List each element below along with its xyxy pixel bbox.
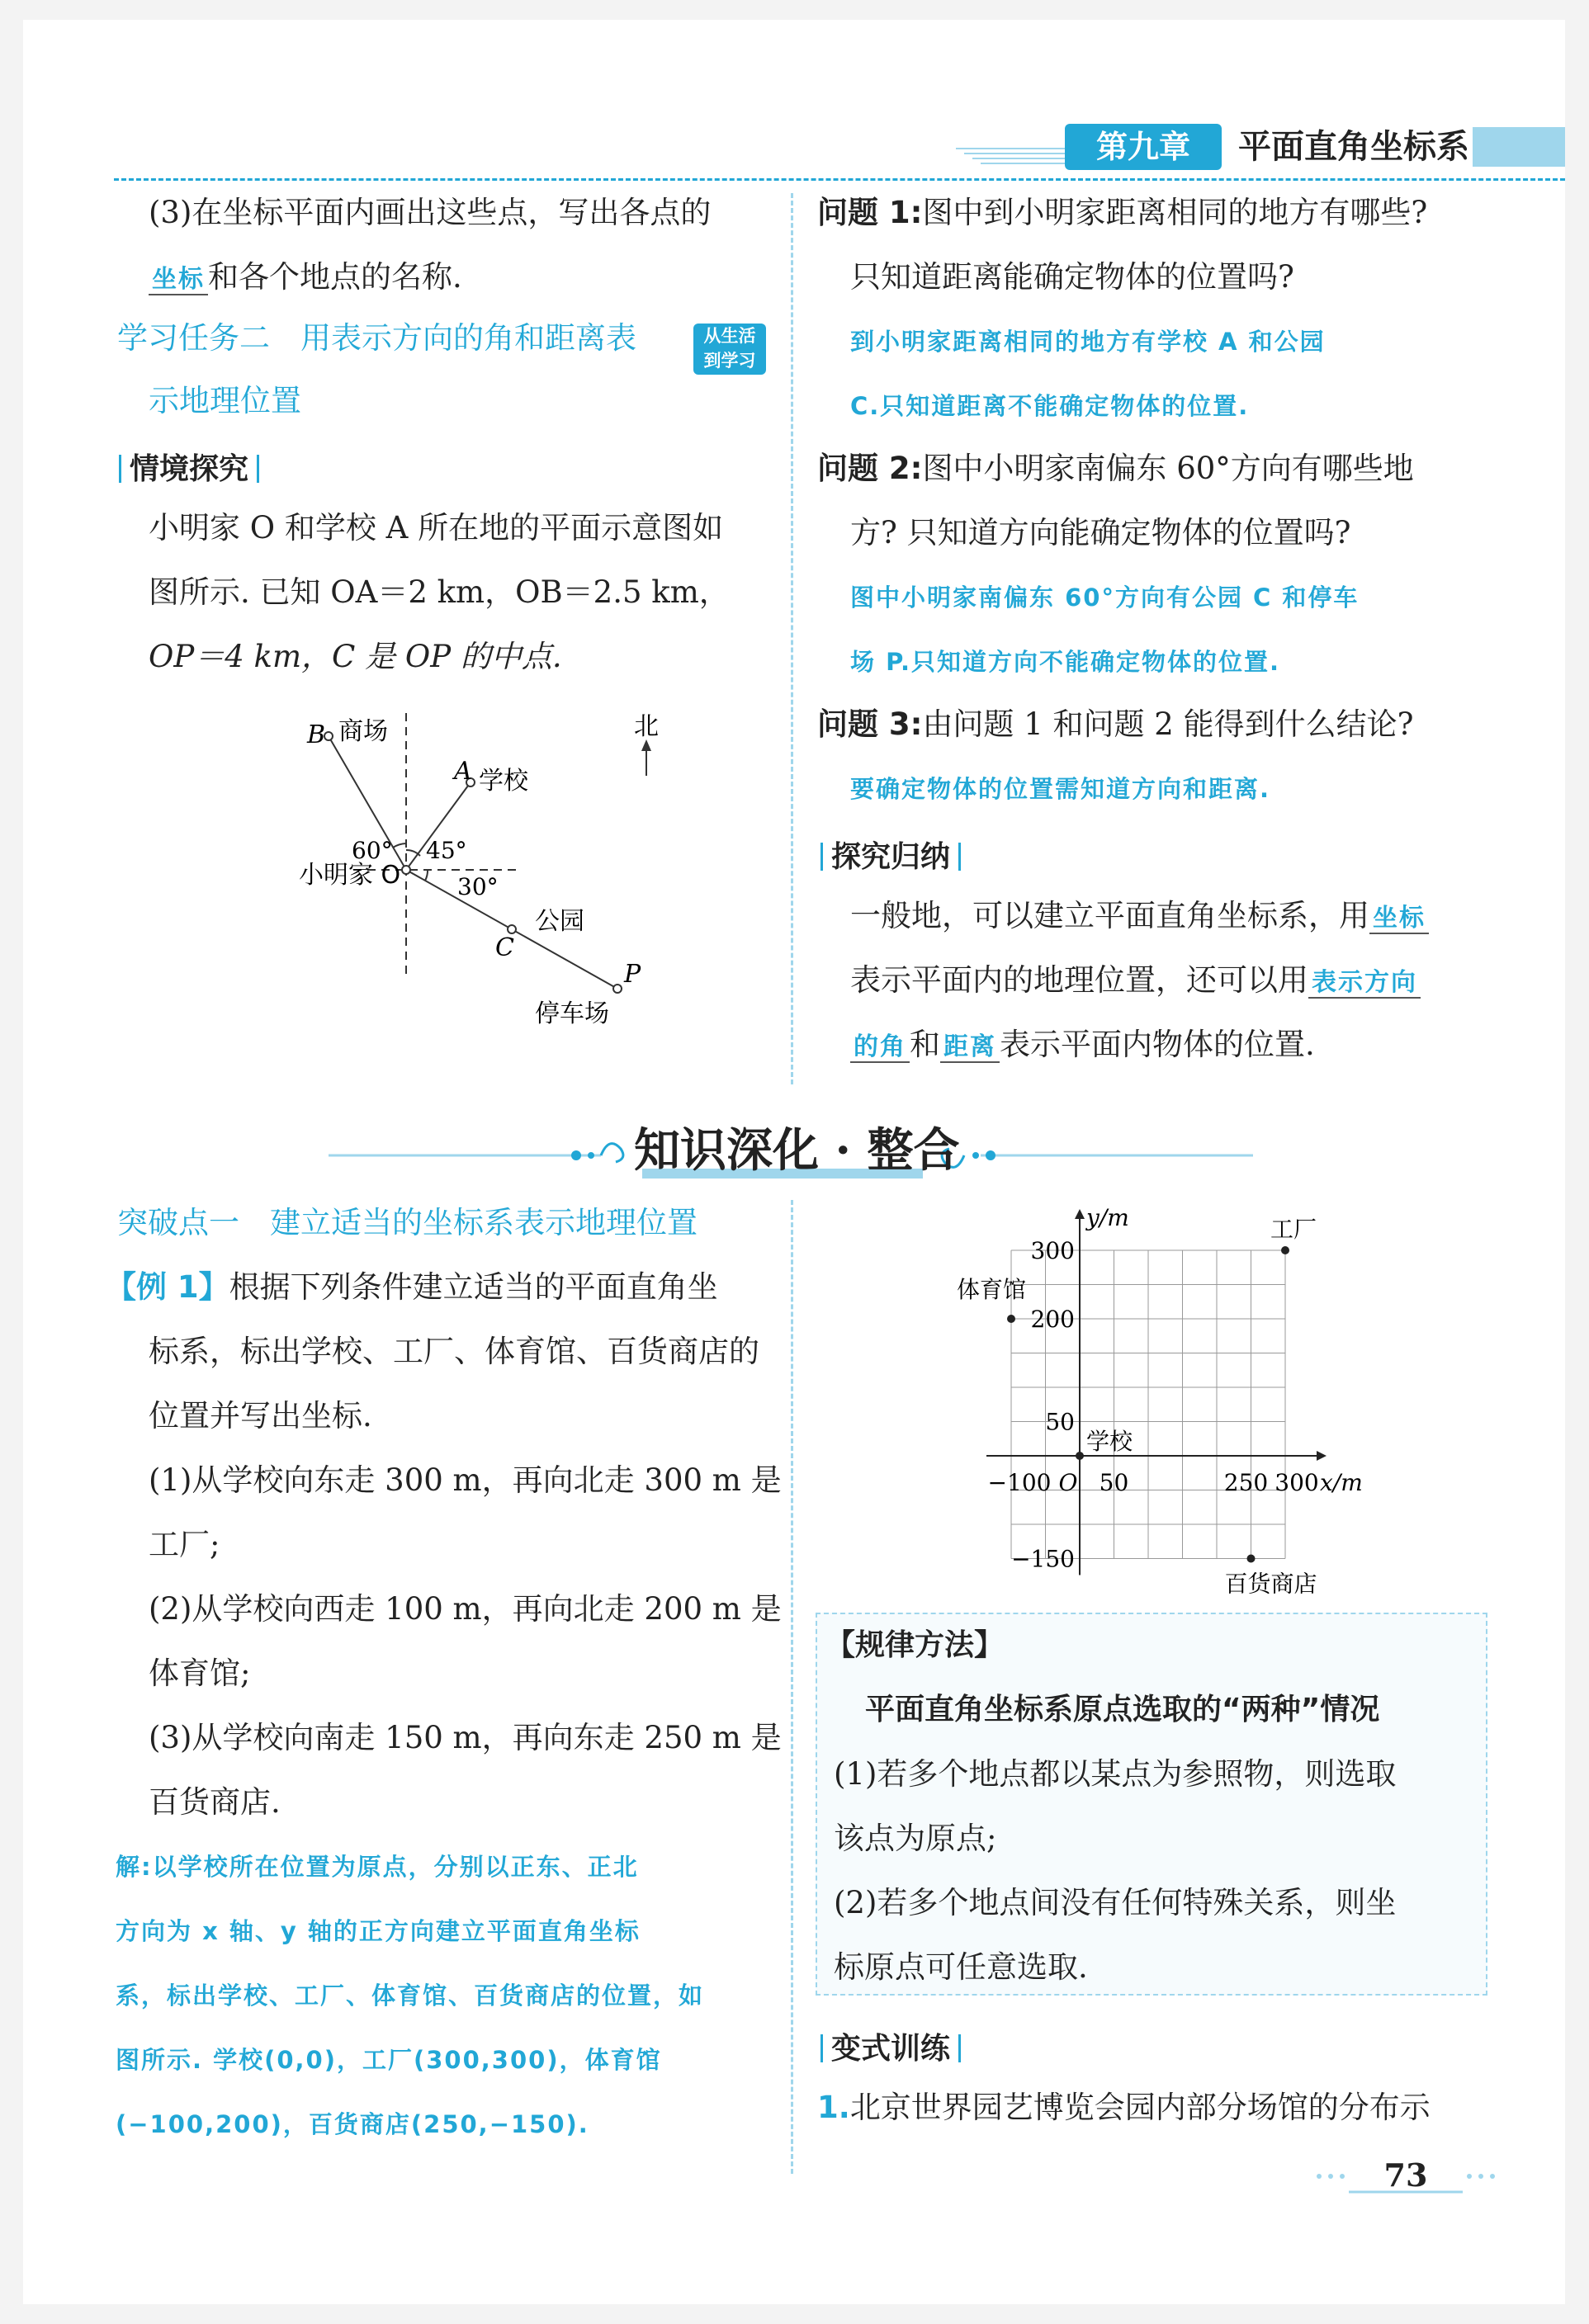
point-B: [324, 732, 333, 740]
para-line1: 小明家 O 和学校 A 所在地的平面示意图如: [149, 510, 724, 546]
task-title-line1: 学习任务二 用表示方向的角和距离表: [117, 320, 636, 356]
method-line1: (1)若多个地点都以某点为参照物，则选取: [834, 1756, 1397, 1792]
q1-text: 图中到小明家距离相同的地方有哪些?: [922, 195, 1428, 230]
chapter-title: 平面直角坐标系: [1238, 128, 1469, 166]
q3-text: 由问题 1 和问题 2 能得到什么结论?: [922, 706, 1414, 742]
example-line1: [106, 1269, 718, 1306]
data-point-label: 工厂: [1270, 1216, 1317, 1243]
solution-line3: 系，标出学校、工厂、体育馆、百货商店的位置，如: [116, 1982, 705, 2010]
q3-line1: [817, 706, 1413, 743]
arc-30: [425, 870, 428, 881]
q2-label: 问题 2:: [817, 451, 923, 486]
q1-label: 问题 1:: [817, 195, 923, 230]
data-point: [1247, 1555, 1256, 1563]
textbook-page: [23, 20, 1565, 2304]
label-angle-60: 60°: [352, 837, 393, 864]
label-park: 公园: [535, 907, 584, 936]
summary-line1-pre: 一般地，可以建立平面直角坐标系，用: [850, 898, 1369, 933]
para-line2: 图所示. 已知 OA＝2 km，OB＝2.5 km，: [149, 574, 730, 610]
coordinate-chart: [948, 1183, 1377, 1613]
summary-answer-4: 距离: [940, 1032, 1000, 1063]
label-C: C: [495, 933, 514, 962]
cond2-line1: (2)从学校向西走 100 m，再向北走 200 m 是: [149, 1591, 782, 1627]
q1-line2: 只知道距离能确定物体的位置吗?: [850, 259, 1294, 295]
summary-line3: [850, 1027, 1315, 1065]
arc-60: [393, 843, 406, 848]
a2-line2: 场 P.只知道方向不能确定物体的位置.: [850, 648, 1281, 676]
header-rule: [114, 178, 1565, 181]
x-tick-label: 250: [1223, 1469, 1269, 1496]
banner-title: 知识深化 · 整合: [634, 1123, 960, 1178]
x-tick-label: 300: [1275, 1469, 1319, 1496]
item3-line2: [149, 259, 462, 298]
example-text: 根据下列条件建立适当的平面直角坐: [229, 1269, 718, 1305]
point-P: [613, 985, 622, 993]
a2-line1: 图中小明家南偏东 60°方向有公园 C 和停车: [850, 583, 1360, 612]
label-P: P: [624, 960, 641, 989]
x-axis-label: x/m: [1320, 1469, 1363, 1496]
practice-line1: [817, 2090, 1431, 2126]
practice-num: 1.: [817, 2090, 850, 2125]
section-label-summary: 探究归纳: [821, 834, 961, 876]
q3-label: 问题 3:: [817, 706, 923, 742]
summary-line1: [850, 898, 1429, 937]
summary-line2-pre: 表示平面内的地理位置，还可以用: [850, 962, 1308, 998]
point-O: [402, 866, 410, 874]
column-divider-bottom: [791, 1200, 793, 2174]
north-arrow-icon: [641, 739, 651, 751]
q2-text: 图中小明家南偏东 60°方向有哪些地: [922, 451, 1414, 486]
method-box: [816, 1613, 1487, 1996]
chapter-badge: 第九章: [1065, 124, 1222, 170]
summary-answer-1: 坐标: [1369, 904, 1429, 934]
data-point-label: 体育馆: [957, 1276, 1027, 1303]
x-tick-label: −100: [987, 1469, 1052, 1496]
summary-answer-3: 的角: [850, 1032, 910, 1063]
label-angle-45: 45°: [426, 837, 467, 864]
label-A: A: [454, 757, 472, 786]
y-tick-label: 200: [1030, 1306, 1075, 1333]
header-tab-decoration: [1473, 127, 1565, 167]
task-badge-line1: 从生活: [703, 326, 756, 346]
item3-line1: (3)在坐标平面内画出这些点，写出各点的: [149, 195, 712, 230]
cond1-line1: (1)从学校向东走 300 m，再向北走 300 m 是: [149, 1462, 782, 1498]
section-label-practice: 变式训练: [821, 2025, 961, 2067]
label-mall: 商场: [338, 717, 388, 746]
label-parking: 停车场: [535, 999, 609, 1028]
point-title: 突破点一 建立适当的坐标系表示地理位置: [117, 1205, 698, 1240]
item3-answer: 坐标: [149, 265, 208, 295]
solution-line2: 方向为 x 轴、y 轴的正方向建立平面直角坐标: [116, 1917, 641, 1945]
q2-line1: [817, 451, 1414, 487]
summary-mid: 和: [910, 1027, 940, 1062]
method-title: 【规律方法】: [825, 1628, 1005, 1662]
a1-line2: C.只知道距离不能确定物体的位置.: [850, 392, 1250, 420]
solution-line4: 图所示. 学校(0,0)，工厂(300,300)，体育馆: [116, 2046, 662, 2074]
y-tick-label: 50: [1045, 1408, 1075, 1436]
example-label: 【例 1】: [106, 1269, 229, 1305]
method-line3: (2)若多个地点间没有任何特殊关系，则坐: [834, 1885, 1397, 1920]
practice-text: 北京世界园艺博览会园内部分场馆的分布示: [849, 2090, 1431, 2125]
task-badge: [693, 324, 766, 375]
summary-line3-rest: 表示平面内物体的位置.: [1000, 1027, 1315, 1062]
label-school: 学校: [479, 767, 528, 796]
y-axis-label: y/m: [1086, 1204, 1129, 1231]
solution-line1: 解:以学校所在位置为原点，分别以正东、正北: [116, 1853, 639, 1881]
y-tick-label: −150: [1011, 1545, 1075, 1573]
cond1-line2: 工厂;: [149, 1527, 220, 1562]
cond3-line2: 百货商店.: [149, 1784, 281, 1820]
data-point: [1281, 1246, 1289, 1254]
column-divider-top: [791, 193, 793, 1084]
item3-line2-rest: 和各个地点的名称.: [208, 259, 462, 295]
y-axis-arrow-icon: [1075, 1209, 1085, 1219]
page-number: 73: [1383, 2156, 1428, 2194]
a3-line1: 要确定物体的位置需知道方向和距离.: [850, 775, 1271, 803]
point-C: [508, 925, 516, 933]
origin-label: O: [1058, 1469, 1078, 1496]
cond2-line2: 体育馆;: [149, 1656, 251, 1691]
para-line3: OP＝4 km，C 是 OP 的中点.: [149, 639, 562, 674]
a1-line1: 到小明家距离相同的地方有学校 A 和公园: [850, 328, 1326, 356]
label-north: 北: [634, 712, 659, 741]
summary-answer-2: 表示方向: [1308, 968, 1421, 999]
data-point: [1007, 1315, 1015, 1323]
example-line3: 位置并写出坐标.: [149, 1398, 372, 1434]
task-badge-line2: 到学习: [703, 351, 756, 371]
y-tick-label: 300: [1030, 1237, 1075, 1264]
figure-map-diagram: [296, 697, 659, 1043]
label-B: B: [307, 720, 326, 749]
example-line2: 标系，标出学校、工厂、体育馆、百货商店的: [149, 1334, 759, 1369]
data-point: [1076, 1452, 1084, 1460]
section-label-situation: 情境探究: [119, 446, 259, 488]
x-tick-label: 50: [1099, 1469, 1129, 1496]
data-point-label: 百货商店: [1224, 1570, 1317, 1598]
q1-line1: [817, 195, 1427, 231]
task-title-line2: 示地理位置: [149, 383, 301, 418]
method-subtitle: 平面直角坐标系原点选取的“两种”情况: [865, 1693, 1380, 1726]
x-axis-arrow-icon: [1317, 1451, 1327, 1461]
summary-line2: [850, 962, 1421, 1001]
method-line4: 标原点可任意选取.: [834, 1949, 1088, 1985]
cond3-line1: (3)从学校向南走 150 m，再向东走 250 m 是: [149, 1720, 782, 1755]
label-home: 小明家 O: [299, 861, 401, 890]
q2-line2: 方? 只知道方向能确定物体的位置吗?: [850, 515, 1351, 550]
solution-line5: (−100,200)，百货商店(250,−150).: [116, 2110, 589, 2138]
method-line2: 该点为原点;: [834, 1821, 997, 1856]
data-point-label: 学校: [1086, 1428, 1133, 1455]
label-angle-30: 30°: [457, 873, 499, 900]
